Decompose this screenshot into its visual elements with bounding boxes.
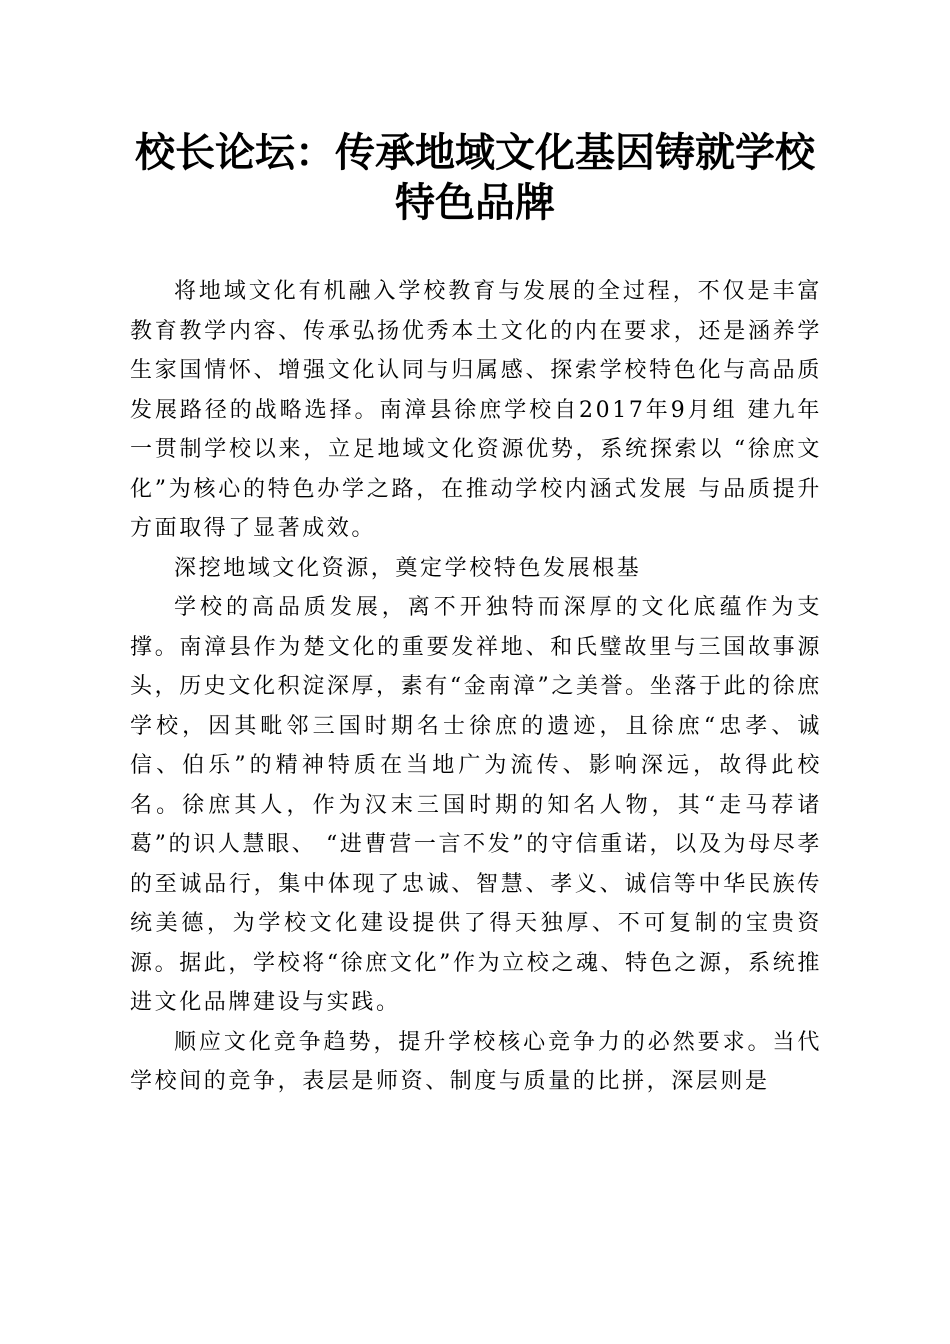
document-title: 校长论坛：传承地域文化基因铸就学校特色品牌 <box>135 129 815 226</box>
paragraph-intro: 将地域文化有机融入学校教育与发展的全过程，不仅是丰富教育教学内容、传承弘扬优秀本土文化的内在要求，还是涵养学生家国情怀、增强文化认同与归属感、探索学校特色化与高品质发展路径的战略选择。南漳县徐庶学校自2017年9月组 建九年一贯制学校以来，立足地域文化资源优势，系统探索以 “徐庶文化”为核心的特色办学之路，在推动学校内涵式发展 与品质提升方面取得了显著成效。 <box>130 279 822 541</box>
section-heading: 深挖地域文化资源，奠定学校特色发展根基 <box>174 555 642 581</box>
paragraph-competition: 顺应文化竞争趋势，提升学校核心竞争力的必然要求。当代学校间的竞争，表层是师资、制度与质量的比拼，深层则是 <box>130 1029 822 1094</box>
document-body <box>130 272 822 1102</box>
paragraph-heritage: 学校的高品质发展，离不开独特而深厚的文化底蕴作为支撑。南漳县作为楚文化的重要发祥地、和氏璧故里与三国故事源头，历史文化积淀深厚，素有“金南漳”之美誉。坐落于此的徐庶学校，因其毗邻三国时期名士徐庶的遗迹，且徐庶“忠孝、诚信、伯乐”的精神特质在当地广为流传、影响深远，故得此校名。徐庶其人，作为汉末三国时期的知名人物，其“走马荐诸葛”的识人慧眼、 “进曹营一言不发”的守信重诺，以及为母尽孝的至诚品行，集中体现了忠诚、智慧、孝义、诚信等中华民族传统美德，为学校文化建设提供了得天独厚、不可复制的宝贵资源。据此，学校将“徐庶文化”作为立校之魂、特色之源，系统推进文化品牌建设与实践。 <box>130 595 822 1015</box>
